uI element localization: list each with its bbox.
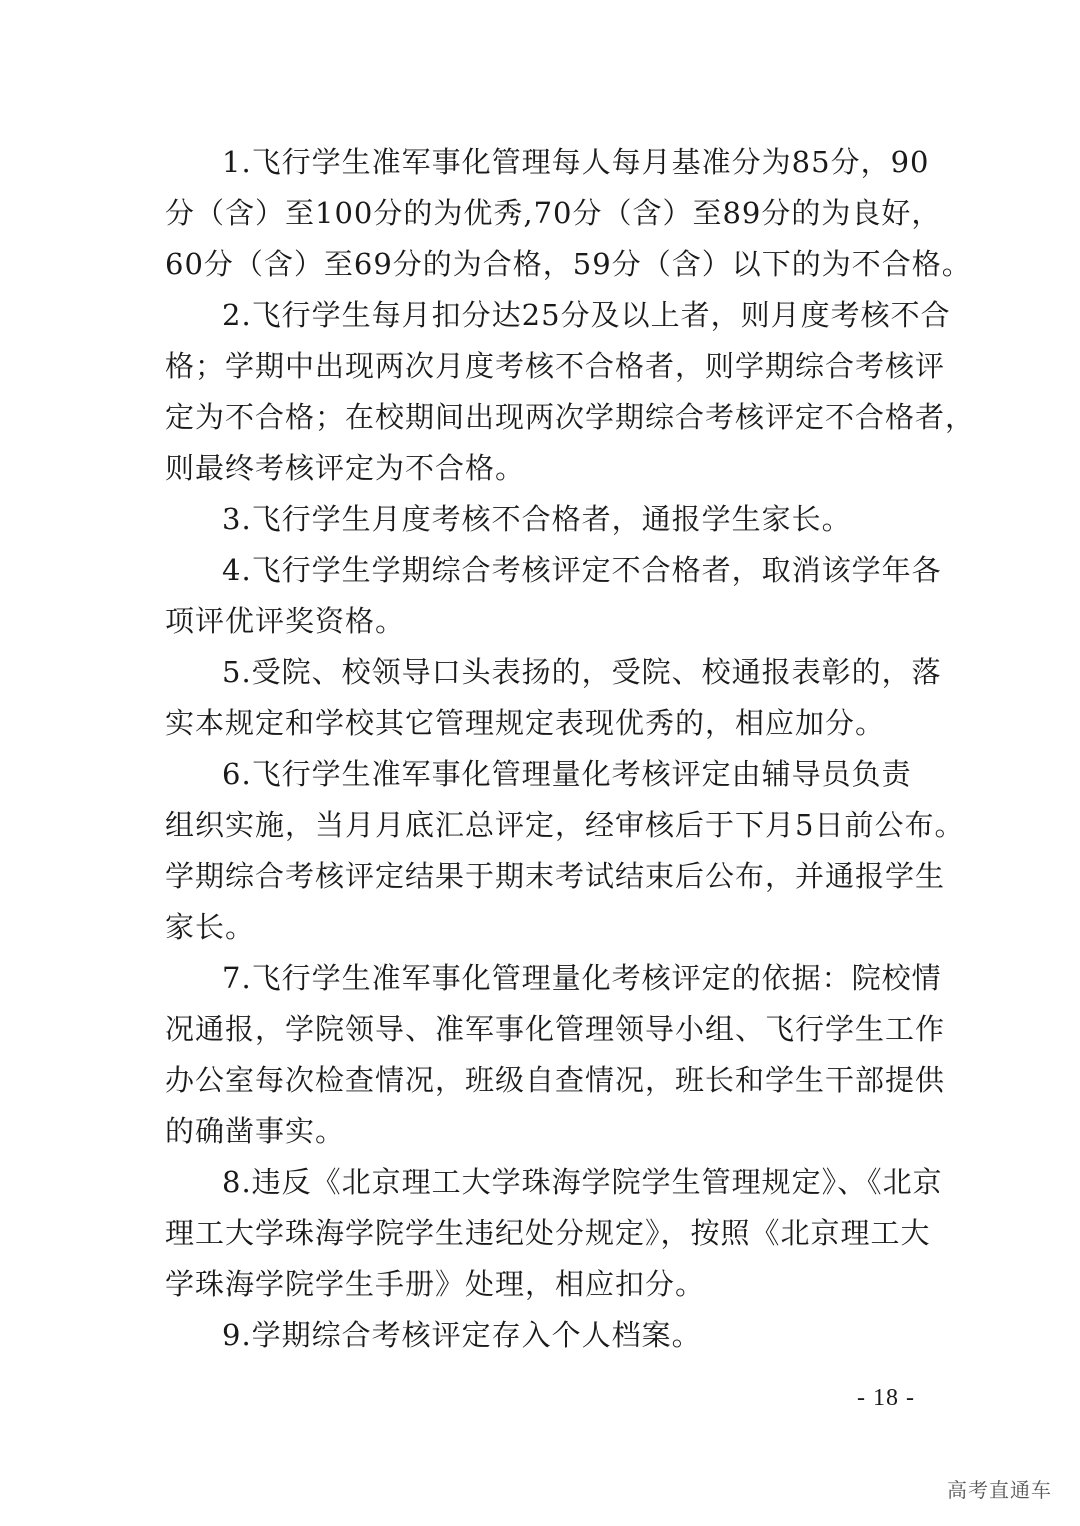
paragraph-line: 学期综合考核评定结果于期末考试结束后公布，并通报学生 [165, 859, 946, 893]
document-body [165, 137, 976, 1361]
paragraph-8 [165, 1157, 943, 1310]
paragraph-line: 学珠海学院学生手册》处理，相应扣分。 [165, 1267, 706, 1301]
paragraph-9 [165, 1310, 915, 1361]
watermark-text: 高考直通车 [947, 1478, 1052, 1502]
paragraph-line: 定为不合格；在校期间出现两次学期综合考核评定不合格者， [165, 400, 976, 434]
paragraph-line: 5.受院、校领导口头表扬的，受院、校通报表彰的，落 [222, 655, 942, 689]
paragraph-line: 2.飞行学生每月扣分达25分及以上者，则月度考核不合 [222, 298, 951, 332]
paragraph-line: 则最终考核评定为不合格。 [165, 451, 526, 485]
paragraph-line: 6.飞行学生准军事化管理量化考核评定由辅导员负责 [222, 757, 912, 791]
paragraph-4 [165, 545, 942, 647]
paragraph-line: 3.飞行学生月度考核不合格者，通报学生家长。 [222, 502, 852, 536]
paragraph-line: 的确凿事实。 [165, 1114, 346, 1148]
paragraph-line: 1.飞行学生准军事化管理每人每月基准分为85分，90 [222, 145, 930, 179]
paragraph-5 [165, 647, 942, 749]
paragraph-line: 8.违反《北京理工大学珠海学院学生管理规定》、《北京 [222, 1165, 943, 1199]
paragraph-line: 实本规定和学校其它管理规定表现优秀的，相应加分。 [165, 706, 886, 740]
paragraph-2 [165, 290, 976, 494]
paragraph-line: 办公室每次检查情况，班级自查情况，班长和学生干部提供 [165, 1063, 946, 1097]
paragraph-line: 分（含）至100分的为优秀,70分（含）至89分的为良好， [165, 196, 942, 230]
paragraph-1 [165, 137, 972, 290]
paragraph-line: 组织实施，当月月底汇总评定，经审核后于下月5日前公布。 [165, 808, 965, 842]
paragraph-6 [165, 749, 965, 953]
paragraph-line: 况通报，学院领导、准军事化管理领导小组、飞行学生工作 [165, 1012, 946, 1046]
paragraph-line: 项评优评奖资格。 [165, 604, 406, 638]
paragraph-line: 4.飞行学生学期综合考核评定不合格者，取消该学年各 [222, 553, 942, 587]
paragraph-line: 格；学期中出现两次月度考核不合格者，则学期综合考核评 [165, 349, 946, 383]
paragraph-line: 家长。 [165, 910, 256, 944]
paragraph-line: 7.飞行学生准军事化管理量化考核评定的依据：院校情 [222, 961, 942, 995]
paragraph-line: 60分（含）至69分的为合格，59分（含）以下的为不合格。 [165, 247, 972, 281]
paragraph-3 [165, 494, 915, 545]
paragraph-line: 理工大学珠海学院学生违纪处分规定》，按照《北京理工大 [165, 1216, 931, 1250]
paragraph-line: 9.学期综合考核评定存入个人档案。 [222, 1318, 702, 1352]
page-number: - 18 - [857, 1385, 915, 1411]
paragraph-7 [165, 953, 946, 1157]
